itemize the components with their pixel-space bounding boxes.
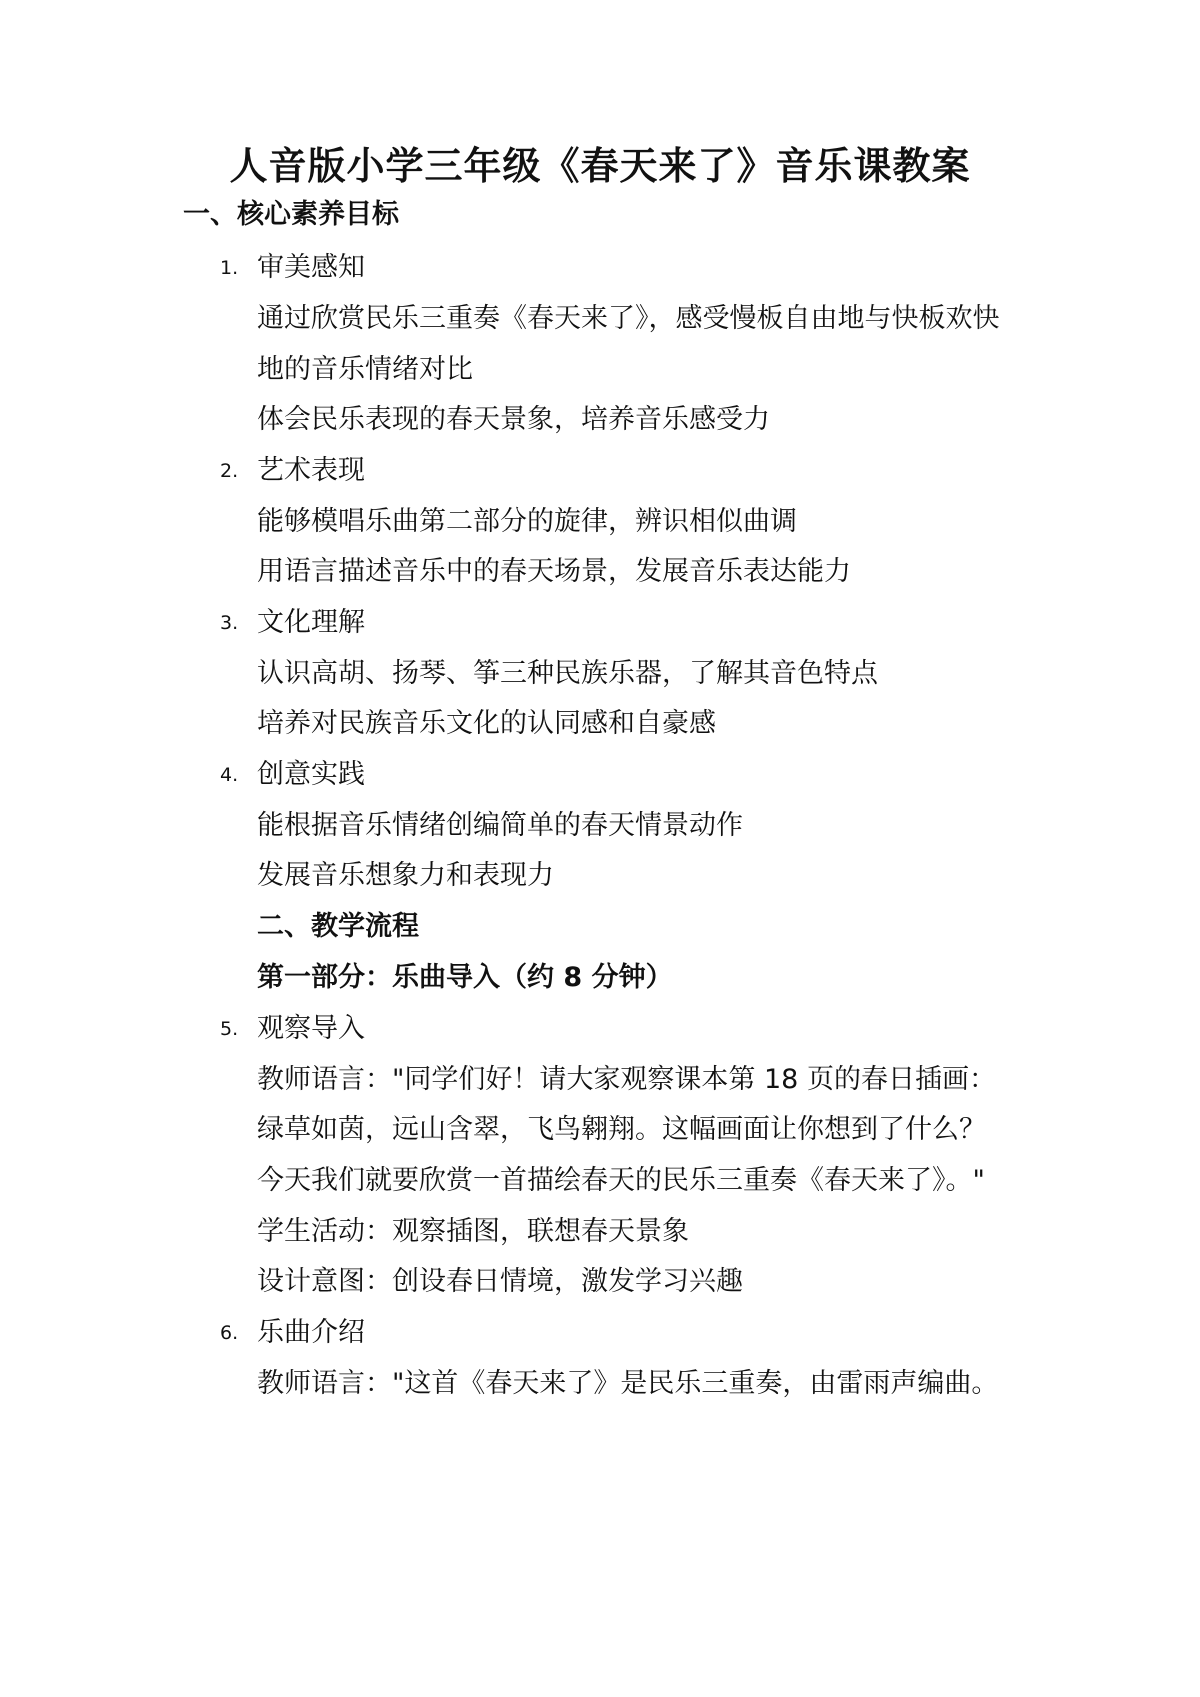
list-number: 1. bbox=[220, 257, 239, 279]
paragraph-line: 发展音乐想象力和表现力 bbox=[257, 860, 554, 891]
paragraph-line: 能根据音乐情绪创编简单的春天情景动作 bbox=[257, 810, 743, 841]
paragraph-line: 绿草如茵，远山含翠，飞鸟翱翔。这幅画面让你想到了什么？ bbox=[257, 1114, 986, 1145]
list-number: 4. bbox=[220, 764, 239, 786]
part-heading: 第一部分：乐曲导入（约 8 分钟） bbox=[257, 962, 673, 993]
paragraph-line: 能够模唱乐曲第二部分的旋律，辨识相似曲调 bbox=[257, 506, 797, 537]
list-number: 5. bbox=[220, 1018, 239, 1040]
paragraph-line: 用语言描述音乐中的春天场景，发展音乐表达能力 bbox=[257, 556, 851, 587]
list-item-label: 乐曲介绍 bbox=[257, 1317, 365, 1348]
paragraph-line: 教师语言："同学们好！请大家观察课本第 18 页的春日插画： bbox=[257, 1064, 996, 1095]
paragraph-line: 认识高胡、扬琴、筝三种民族乐器，了解其音色特点 bbox=[257, 658, 878, 689]
section-heading-goals: 一、核心素养目标 bbox=[183, 199, 399, 230]
list-item-label: 观察导入 bbox=[257, 1013, 365, 1044]
paragraph-line: 地的音乐情绪对比 bbox=[257, 354, 473, 385]
list-number: 2. bbox=[220, 460, 239, 482]
list-item-label: 文化理解 bbox=[257, 607, 365, 638]
paragraph-line: 设计意图：创设春日情境，激发学习兴趣 bbox=[257, 1266, 743, 1297]
paragraph-line: 学生活动：观察插图，联想春天景象 bbox=[257, 1216, 689, 1247]
paragraph-line: 体会民乐表现的春天景象，培养音乐感受力 bbox=[257, 404, 770, 435]
section-heading-process: 二、教学流程 bbox=[257, 911, 419, 942]
document-title: 人音版小学三年级《春天来了》音乐课教案 bbox=[229, 144, 971, 188]
paragraph-line: 培养对民族音乐文化的认同感和自豪感 bbox=[257, 708, 716, 739]
list-item-label: 创意实践 bbox=[257, 759, 365, 790]
paragraph-line: 教师语言："这首《春天来了》是民乐三重奏，由雷雨声编曲。 bbox=[257, 1368, 999, 1399]
paragraph-line: 通过欣赏民乐三重奏《春天来了》，感受慢板自由地与快板欢快 bbox=[257, 303, 1000, 334]
list-number: 6. bbox=[220, 1322, 239, 1344]
list-number: 3. bbox=[220, 612, 239, 634]
list-item-label: 审美感知 bbox=[257, 252, 365, 283]
paragraph-line: 今天我们就要欣赏一首描绘春天的民乐三重奏《春天来了》。" bbox=[257, 1165, 985, 1196]
list-item-label: 艺术表现 bbox=[257, 455, 365, 486]
